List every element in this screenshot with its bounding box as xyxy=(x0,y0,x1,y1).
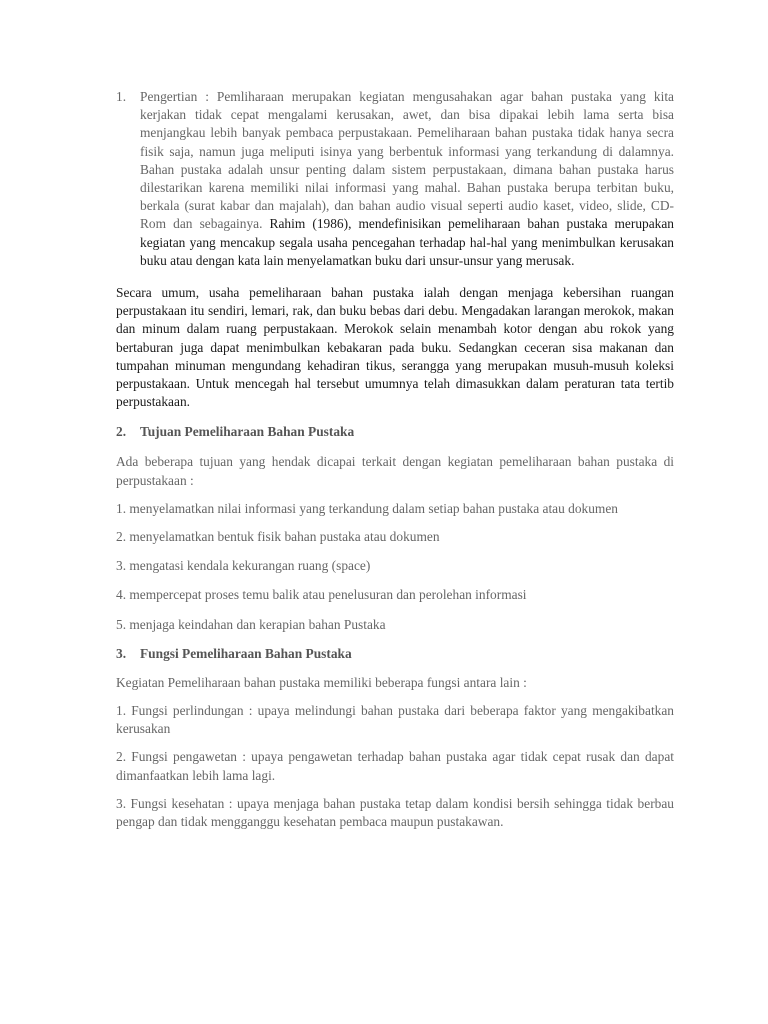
section-1-number: 1. xyxy=(116,89,127,104)
tujuan-item-5: 5. menjaga keindahan dan kerapian bahan Pustaka xyxy=(116,616,386,632)
section-2-heading xyxy=(116,423,674,441)
section-3-title: Fungsi Pemeliharaan Bahan Pustaka xyxy=(140,645,352,661)
section-3-intro: Kegiatan Pemeliharaan bahan pustaka memiliki beberapa fungsi antara lain : xyxy=(116,674,527,690)
tujuan-item-3: 3. mengatasi kendala kekurangan ruang (space) xyxy=(116,558,371,574)
fungsi-item-1: 1. Fungsi perlindungan : upaya melindungi bahan pustaka dari beberapa faktor yang mengakibatkan kerusakan xyxy=(116,703,674,737)
tujuan-item-1: 1. menyelamatkan nilai informasi yang terkandung dalam setiap bahan pustaka atau dokumen xyxy=(116,500,618,516)
section-2-title: Tujuan Pemeliharaan Bahan Pustaka xyxy=(140,424,355,440)
section-3-number: 3. xyxy=(116,645,127,661)
rahim-definition-text: Rahim (1986), mendefinisikan pemeliharaan bahan pustaka merupakan kegiatan yang mencakup segala usaha pencegahan terhadap hal-hal yang menimbulkan kerusakan buku atau dengan kata lain menyelamatkan buku dari unsur-unsur yang merusak. xyxy=(140,216,674,268)
general-maintenance-paragraph: Secara umum, usaha pemeliharaan bahan pustaka ialah dengan menjaga kebersihan ruangan perpustakaan itu sendiri, lemari, rak, dan buku bebas dari debu. Mengadakan larangan merokok, makan dan minum dalam ruang perpustakaan. Merokok selain menambah kotor dengan abu rokok yang bertaburan juga dapat menimbulkan kebakaran pada buku. Sedangkan ceceran sisa makanan dan tumpahan minuman mengundang kehadiran tikus, serangga yang merupakan musuh-musuh koleksi perpustakaan. Untuk mencegah hal tersebut umumnya telah dimasukkan dalam peraturan tata tertib perpustakaan. xyxy=(116,285,674,410)
tujuan-item-2: 2. menyelamatkan bentuk fisik bahan pustaka atau dokumen xyxy=(116,529,440,545)
fungsi-item-3: 3. Fungsi kesehatan : upaya menjaga bahan pustaka tetap dalam kondisi bersih sehingga tidak berbau pengap dan tidak mengganggu kesehatan pembaca maupun pustakawan. xyxy=(116,795,674,830)
document-page xyxy=(116,88,674,831)
definition-text: Pengertian : Pemliharaan merupakan kegiatan mengusahakan agar bahan pustaka yang kita kerjakan tidak cepat mengalami kerusakan, awet, dan bisa dipakai lebih lama serta bisa menjangkau lebih banyak pembaca perpustakaan. Pemeliharaan bahan pustaka tidak hanya secra fisik saja, namun juga meliputi isinya yang berbentuk informasi yang terkandung di dalamnya. Bahan pustaka adalah unsur penting dalam sistem perpustakaan, dimana bahan pustaka harus dilestarikan karena memiliki nilai informasi yang mahal. Bahan pustaka berupa terbitan buku, berkala (surat kabar dan majalah), dan bahan audio visual seperti audio kaset, video, slide, CD-Rom dan sebagainya. xyxy=(140,89,674,232)
section-3-heading xyxy=(116,645,674,663)
fungsi-item-2: 2. Fungsi pengawetan : upaya pengawetan terhadap bahan pustaka agar tidak cepat rusak dan dapat dimanfaatkan lebih lama lagi. xyxy=(116,749,674,783)
tujuan-item-4: 4. mempercepat proses temu balik atau penelusuran dan perolehan informasi xyxy=(116,587,527,603)
section-1-paragraph xyxy=(140,88,674,270)
section-2-intro: Ada beberapa tujuan yang hendak dicapai terkait dengan kegiatan pemeliharaan bahan pustaka di perpustakaan : xyxy=(116,454,674,488)
section-1-list-item xyxy=(116,88,674,270)
section-2-number: 2. xyxy=(116,424,127,440)
